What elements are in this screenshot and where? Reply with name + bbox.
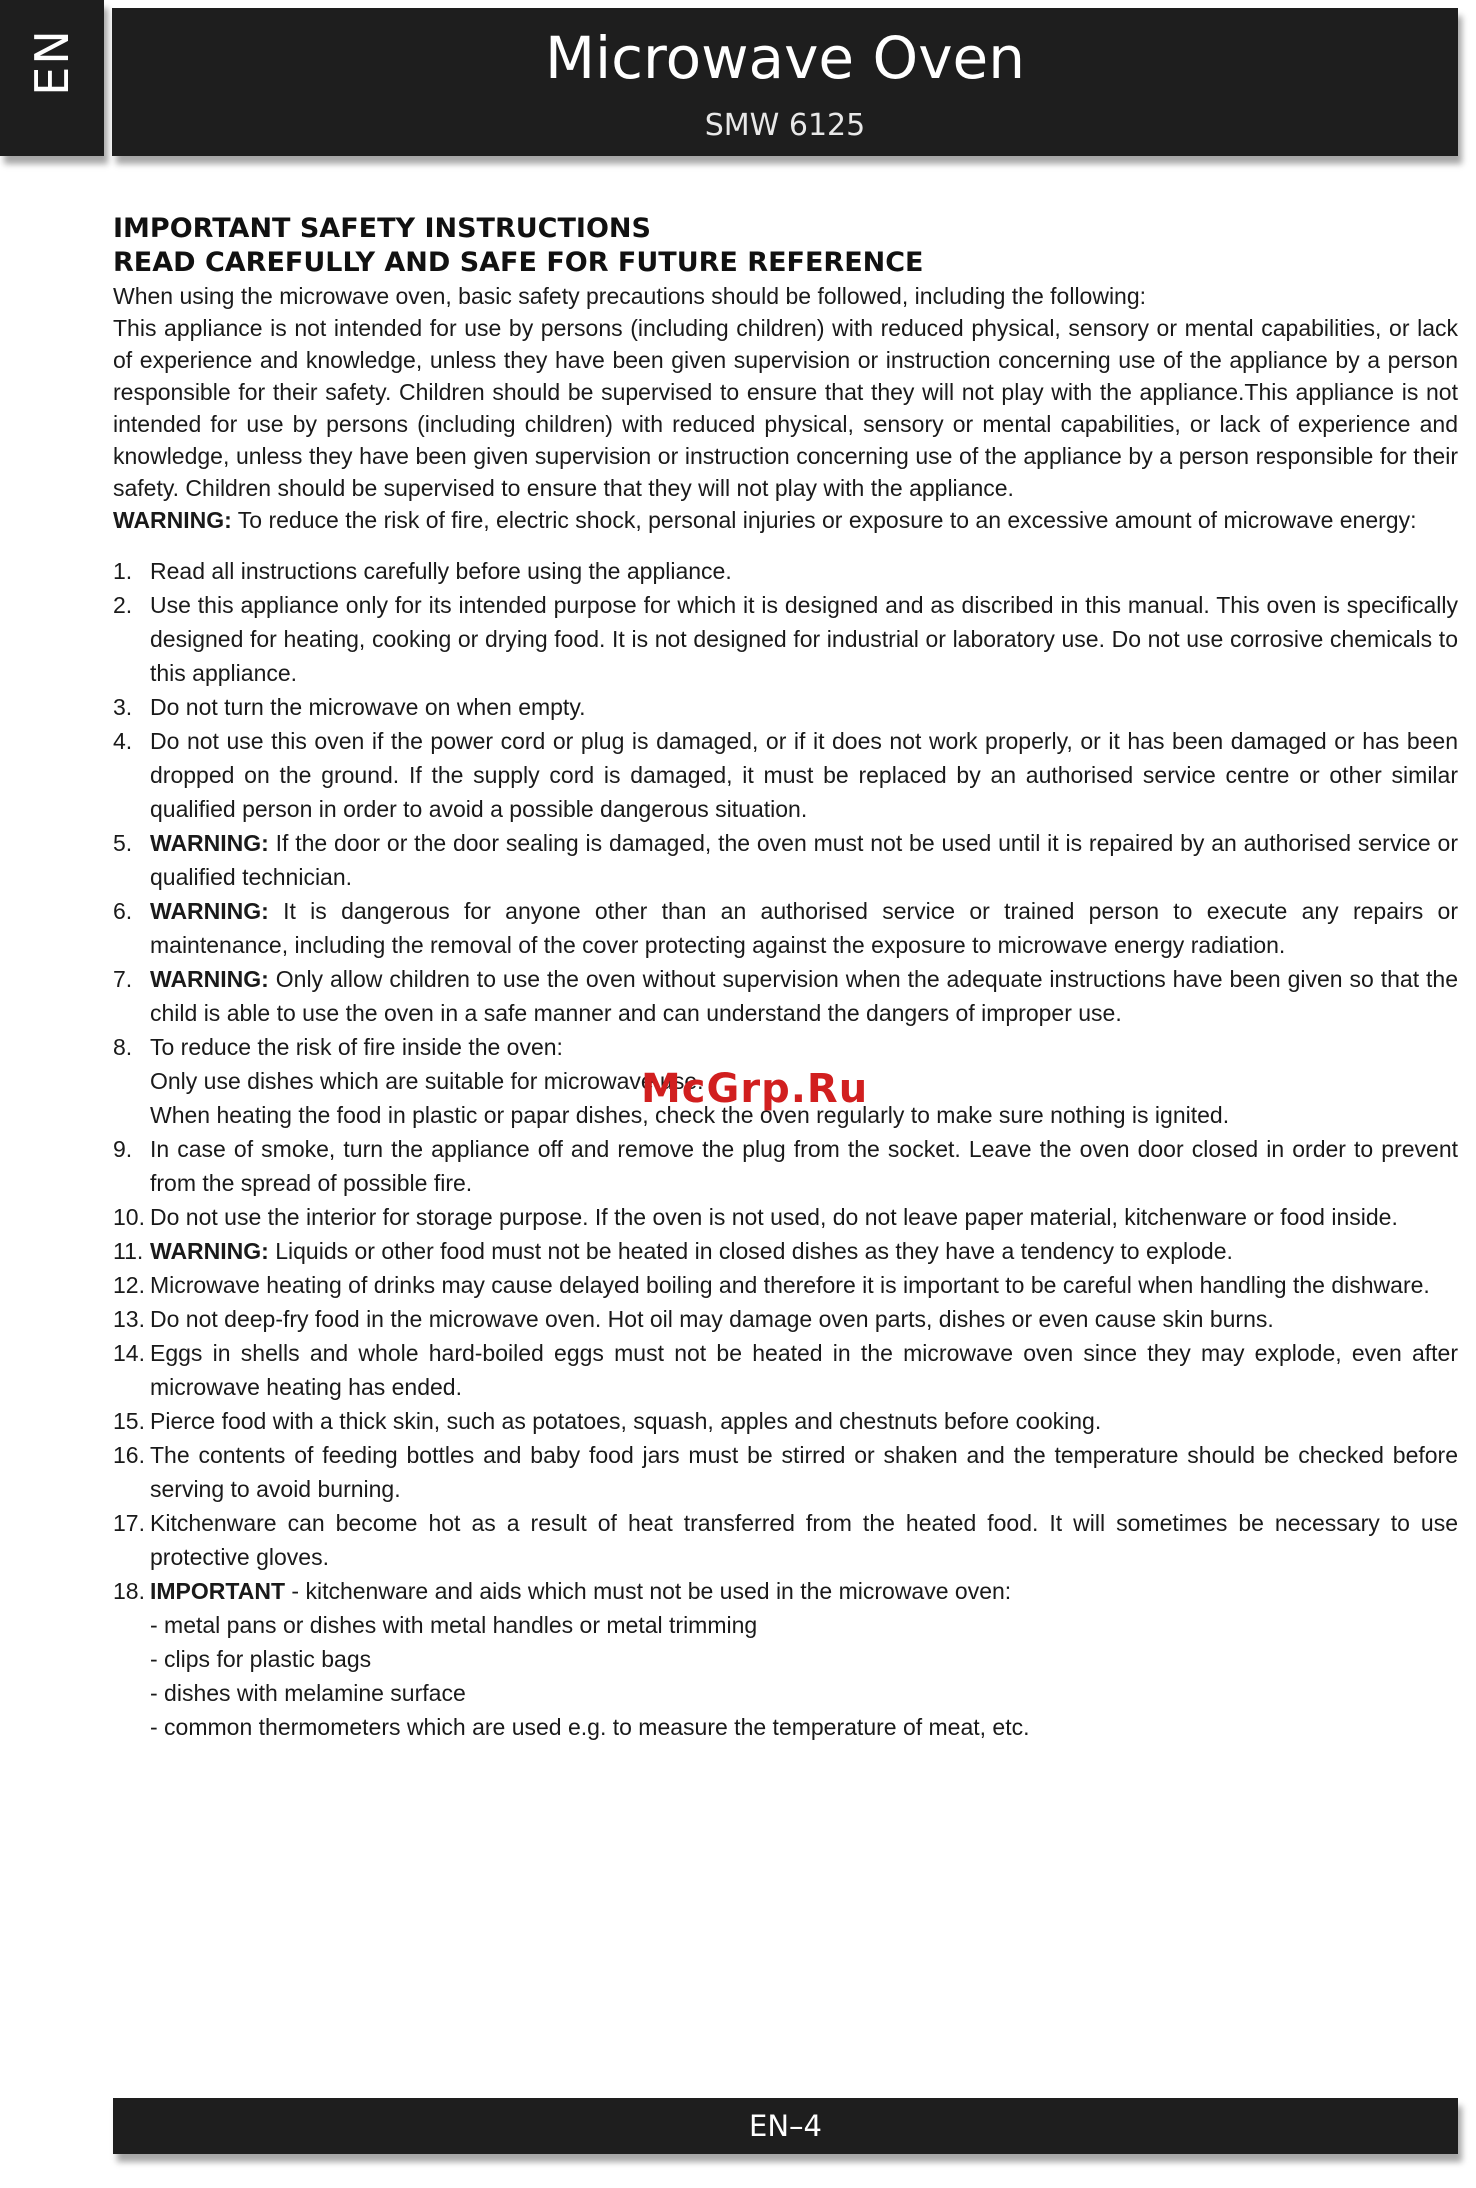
list-item-number: 4. (113, 728, 133, 754)
body-paragraph: This appliance is not intended for use by persons (including children) with reduced physical, sensory or mental capabilities, or lack of experience and knowledge, unless they have been given supervision or instruction concerning use of the appliance by a person responsible for their safety. Children should be supervised to ensure that they will not play with the appliance.This appliance is not intended for use by persons (including children) with reduced physical, sensory or mental capabilities, or lack of experience and knowledge, unless they have been given supervision or instruction concerning use of the appliance by a person responsible for their safety. Children should be supervised to ensure that they will not play with the appliance. (113, 315, 1458, 501)
list-item-text: It is dangerous for anyone other than an authorised service or trained person to execute any repairs or maintenance, including the removal of the cover protecting against the exposure to microwave energy radiation. (150, 898, 1458, 958)
list-item (113, 1336, 1458, 1404)
list-item (113, 554, 1458, 588)
list-item-subline: - metal pans or dishes with metal handles or metal trimming (150, 1612, 758, 1638)
warning-text: To reduce the risk of fire, electric shock, personal injuries or exposure to an excessive amount of microwave energy: (231, 507, 1417, 533)
warning-label: WARNING: (113, 507, 232, 533)
list-item (113, 588, 1458, 690)
list-item-text: Use this appliance only for its intended purpose for which it is designed and as discribed in this manual. This oven is specifically designed for heating, cooking or drying food. It is not designed for industrial or laboratory use. Do not use corrosive chemicals to this appliance. (150, 592, 1458, 686)
list-item-number: 15. (113, 1408, 145, 1434)
list-item-text: Pierce food with a thick skin, such as potatoes, squash, apples and chestnuts before cooking. (150, 1408, 1102, 1434)
list-item-text: Only allow children to use the oven without supervision when the adequate instructions have been given so that the child is able to use the oven in a safe manner and can understand the dangers of improper use. (150, 966, 1458, 1026)
list-item-text: Do not use the interior for storage purpose. If the oven is not used, do not leave paper material, kitchenware or food inside. (150, 1204, 1398, 1230)
list-item (113, 894, 1458, 962)
list-item (113, 826, 1458, 894)
page-number: EN–4 (749, 2109, 822, 2143)
list-item-number: 14. (113, 1340, 145, 1366)
list-item-number: 16. (113, 1442, 145, 1468)
list-item (113, 1302, 1458, 1336)
list-item (113, 724, 1458, 826)
list-item-number: 8. (113, 1034, 133, 1060)
warning-paragraph (113, 504, 1458, 536)
list-item (113, 1132, 1458, 1200)
list-item-emphasis: IMPORTANT (150, 1578, 286, 1604)
list-item-subline: - clips for plastic bags (150, 1646, 372, 1672)
list-item (113, 1404, 1458, 1438)
list-item-text: Do not turn the microwave on when empty. (150, 694, 586, 720)
list-item (113, 1574, 1458, 1744)
list-item-subline: Only use dishes which are suitable for microwave use. (150, 1068, 704, 1094)
list-item-text: In case of smoke, turn the appliance off and remove the plug from the socket. Leave the oven door closed in order to prevent from the spread of possible fire. (150, 1136, 1458, 1196)
list-item-number: 3. (113, 694, 133, 720)
list-item-emphasis: WARNING: (150, 830, 269, 856)
list-item-text: - kitchenware and aids which must not be used in the microwave oven: (285, 1578, 1012, 1604)
list-item (113, 690, 1458, 724)
list-item-emphasis: WARNING: (150, 898, 269, 924)
list-item-number: 12. (113, 1272, 145, 1298)
list-item-subline: When heating the food in plastic or papar dishes, check the oven regularly to make sure nothing is ignited. (150, 1102, 1230, 1128)
list-item-number: 10. (113, 1204, 145, 1230)
list-item-emphasis: WARNING: (150, 966, 269, 992)
list-item-subline: - common thermometers which are used e.g. to measure the temperature of meat, etc. (150, 1714, 1030, 1740)
list-item-text: Do not deep-fry food in the microwave oven. Hot oil may damage oven parts, dishes or even cause skin burns. (150, 1306, 1274, 1332)
list-item-text: If the door or the door sealing is damaged, the oven must not be used until it is repaired by an authorised service or qualified technician. (150, 830, 1458, 890)
list-item-text: Read all instructions carefully before using the appliance. (150, 558, 732, 584)
model-number: SMW 6125 (704, 108, 866, 143)
footer-bar (113, 2098, 1458, 2154)
instructions-content (113, 212, 1458, 1744)
list-item-text: Kitchenware can become hot as a result of heat transferred from the heated food. It will sometimes be necessary to use protective gloves. (150, 1510, 1458, 1570)
list-item-number: 17. (113, 1510, 145, 1536)
list-item-emphasis: WARNING: (150, 1238, 269, 1264)
list-item (113, 1268, 1458, 1302)
heading-safety: IMPORTANT SAFETY INSTRUCTIONS (113, 213, 651, 244)
list-item (113, 1506, 1458, 1574)
heading-read-carefully: READ CAREFULLY AND SAFE FOR FUTURE REFERENCE (113, 247, 924, 278)
language-label: EN (25, 28, 79, 96)
list-item (113, 962, 1458, 1030)
list-item-number: 2. (113, 592, 133, 618)
list-item (113, 1200, 1458, 1234)
page-title: Microwave Oven (545, 24, 1025, 92)
watermark: McGrp.Ru (641, 1066, 869, 1112)
list-item-number: 5. (113, 830, 133, 856)
list-item-text: Liquids or other food must not be heated in closed dishes as they have a tendency to explode. (268, 1238, 1233, 1264)
list-item-number: 6. (113, 898, 133, 924)
title-bar (112, 8, 1458, 156)
list-item-number: 1. (113, 558, 133, 584)
language-tab (0, 0, 104, 156)
list-item-number: 18. (113, 1578, 145, 1604)
intro-paragraph: When using the microwave oven, basic safety precautions should be followed, including the following: (113, 283, 1147, 309)
list-item-number: 11. (113, 1238, 144, 1264)
safety-list (113, 554, 1458, 1744)
list-item (113, 1234, 1458, 1268)
list-item (113, 1438, 1458, 1506)
list-item-text: Microwave heating of drinks may cause delayed boiling and therefore it is important to be careful when handling the dishware. (150, 1272, 1430, 1298)
list-item-text: To reduce the risk of fire inside the oven: (150, 1034, 563, 1060)
list-item-text: Eggs in shells and whole hard-boiled eggs must not be heated in the microwave oven since they may explode, even after microwave heating has ended. (150, 1340, 1458, 1400)
list-item-number: 13. (113, 1306, 145, 1332)
list-item-text: Do not use this oven if the power cord or plug is damaged, or if it does not work properly, or it has been damaged or has been dropped on the ground. If the supply cord is damaged, it must be replaced by an authorised service centre or other similar qualified person in order to avoid a possible dangerous situation. (150, 728, 1458, 822)
list-item-number: 7. (113, 966, 133, 992)
list-item-text: The contents of feeding bottles and baby food jars must be stirred or shaken and the temperature should be checked before serving to avoid burning. (150, 1442, 1458, 1502)
list-item-subline: - dishes with melamine surface (150, 1680, 466, 1706)
list-item-number: 9. (113, 1136, 133, 1162)
